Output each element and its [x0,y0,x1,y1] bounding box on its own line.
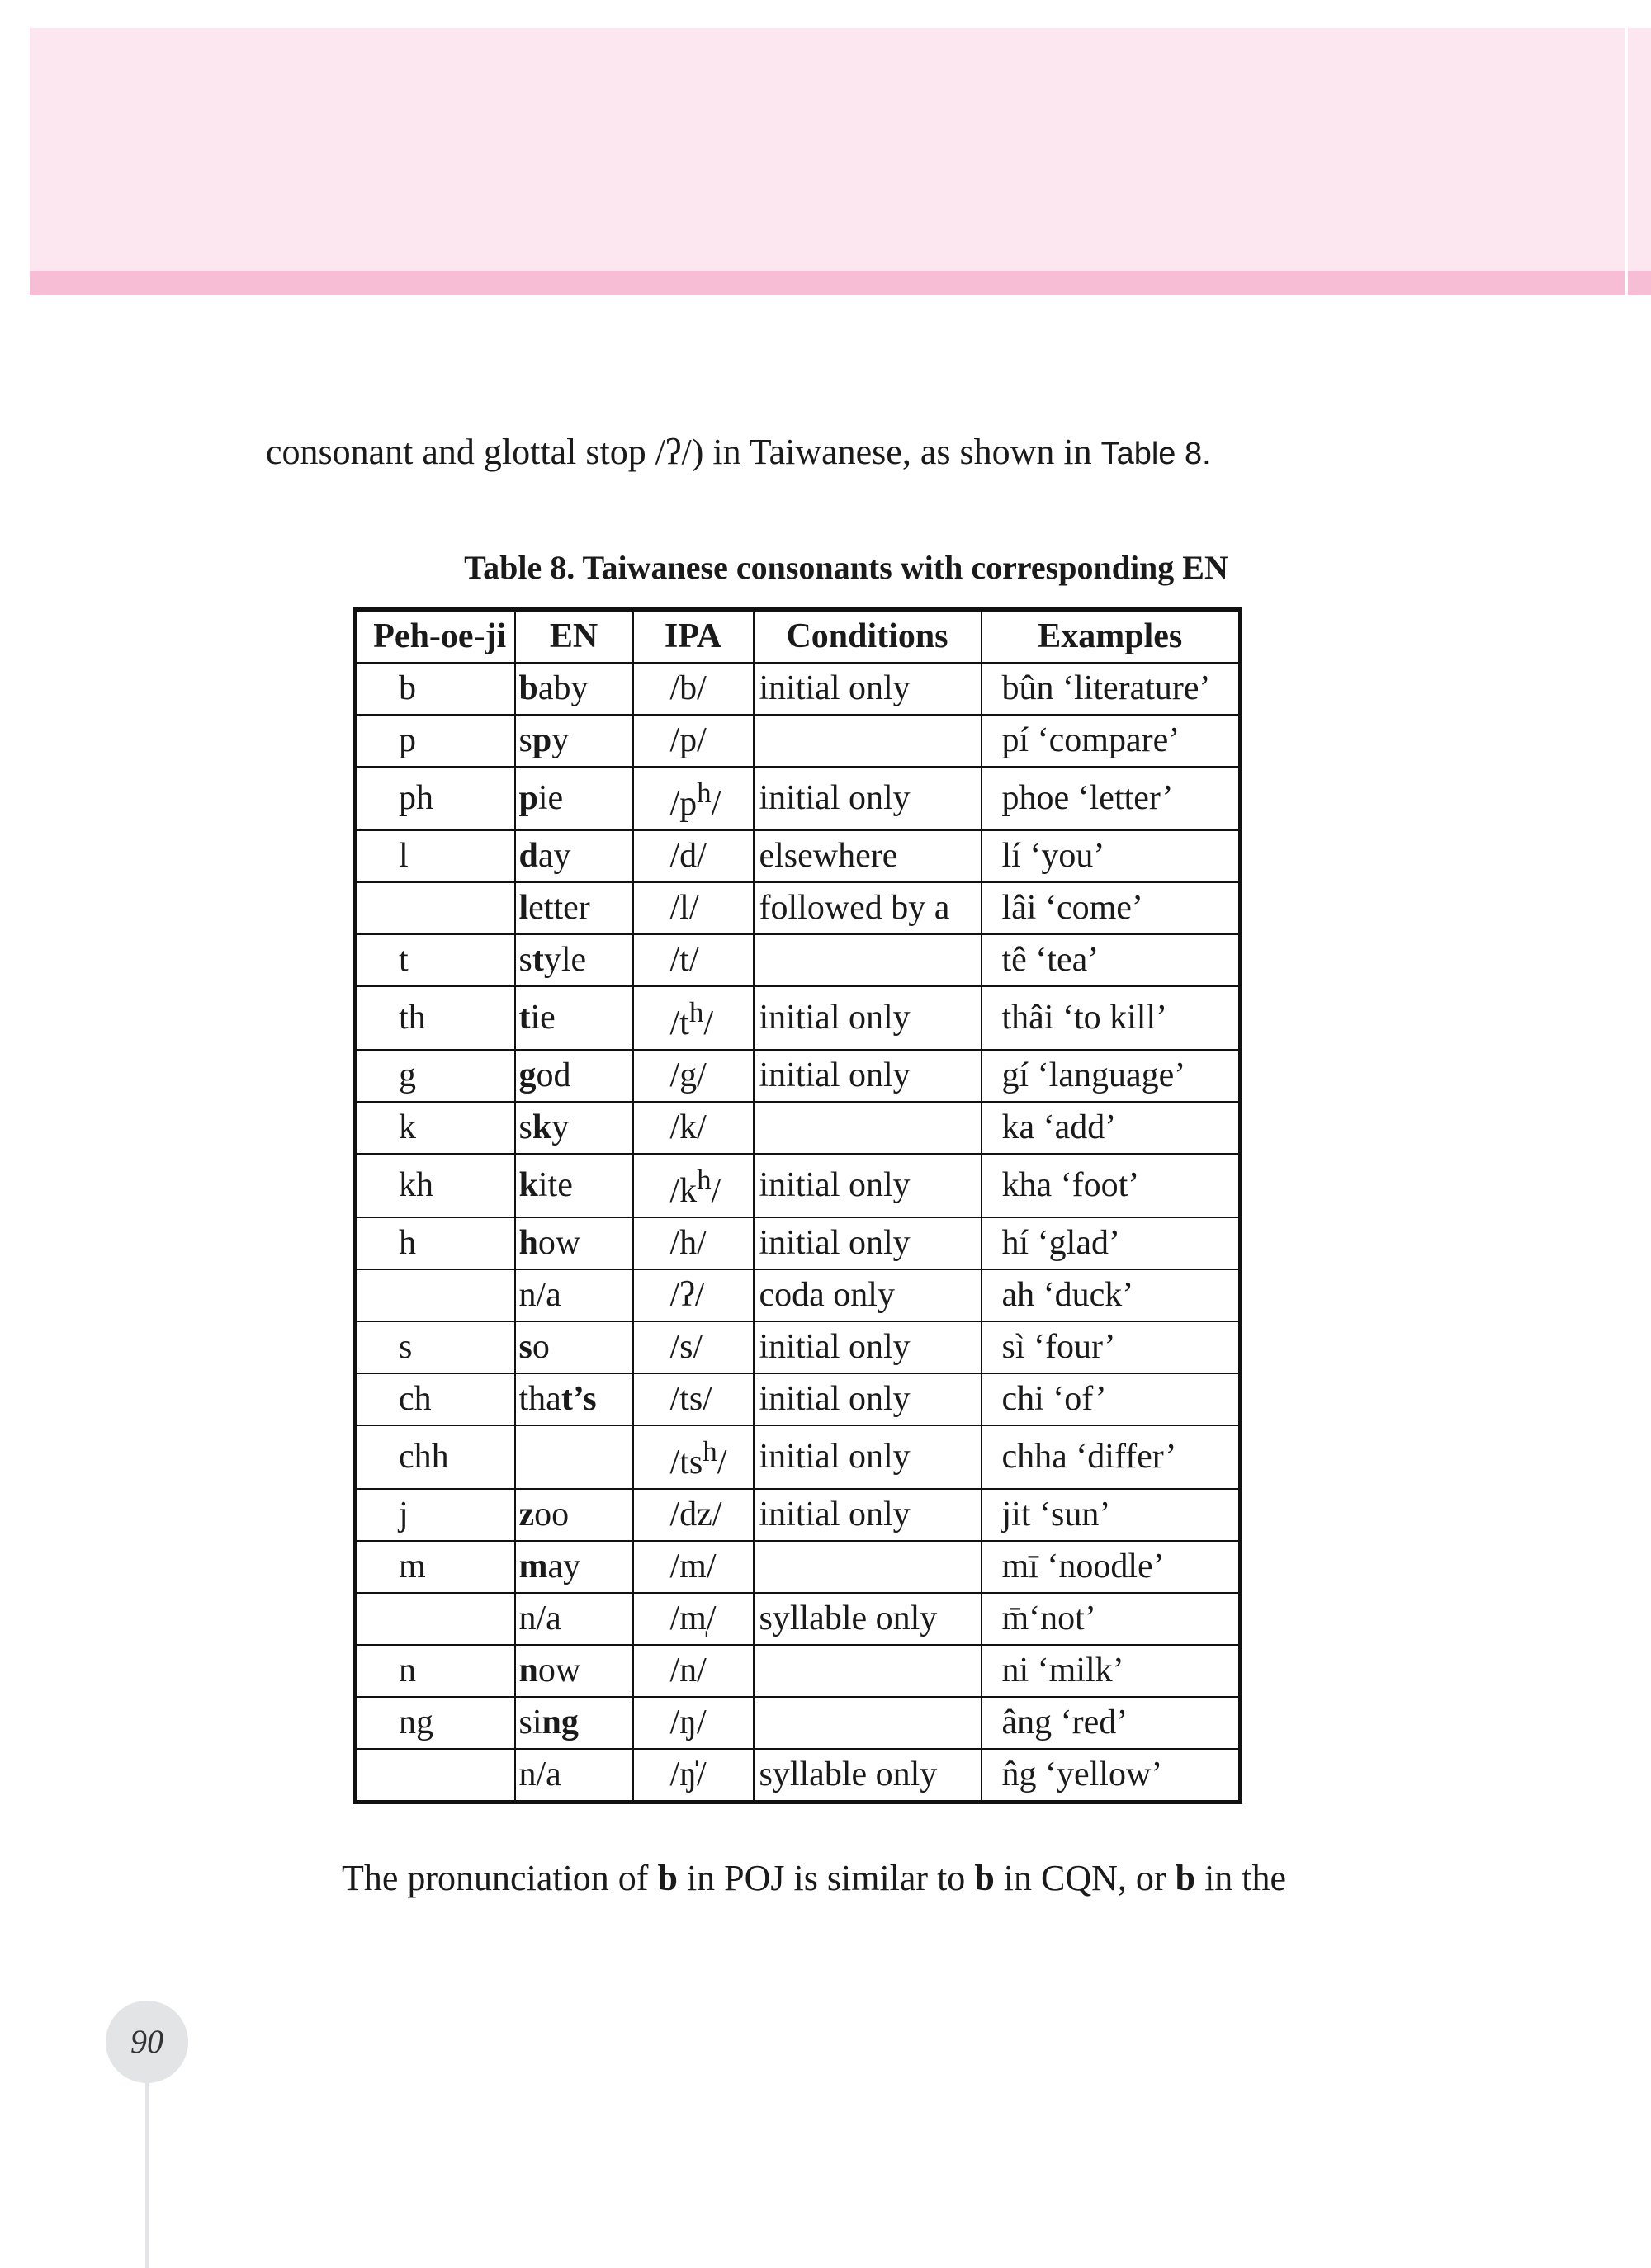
cell-en [515,882,633,934]
en-plain: oo [534,1495,570,1533]
table-reference: Table 8. [1100,437,1211,471]
header-edge [1628,28,1651,295]
cell-conditions [754,1541,982,1593]
column-header: EN [515,610,633,664]
table-row [356,1593,1241,1645]
cell-en [515,1217,633,1269]
cell-en [515,1154,633,1217]
en-bold: n [518,1651,538,1689]
en-bold: k [518,1166,538,1204]
cell-conditions [754,1102,982,1154]
en-plain: ie [530,999,556,1037]
cell-ipa: /p/ [633,715,754,767]
en-plain: o [532,1328,550,1366]
page-number: 90 [106,2001,188,2083]
table-row [356,1749,1241,1803]
table-row [356,767,1241,830]
table-row [356,1102,1241,1154]
en-plain: yle [543,941,587,979]
table-row [356,715,1241,767]
cell-examples: chi ‘of’ [982,1373,1241,1425]
en-plain: n/a [518,1599,561,1637]
en-bold: t [532,941,544,979]
cell-en [515,1373,633,1425]
cell-en [515,1321,633,1373]
en-bold: h [518,1224,538,1262]
cell-pehoeji [356,1749,515,1803]
cell-ipa: /ts/ [633,1373,754,1425]
para-text: in the [1195,1858,1287,1898]
cell-conditions [754,934,982,986]
cell-ipa: /t/ [633,934,754,986]
cell-ipa: /ŋ/ [633,1697,754,1749]
body-paragraph [342,1857,1286,1899]
cell-ipa: $/k^h/$ [633,1154,754,1217]
cell-ipa: /n/ [633,1645,754,1697]
en-bold: t [518,999,531,1037]
table-row [356,1425,1241,1489]
cell-en [515,1269,633,1321]
column-header: Conditions [754,610,982,664]
cell-ipa: /ʔ/ [633,1269,754,1321]
en-plain: ay [537,837,571,875]
cell-examples: lâi ‘come’ [982,882,1241,934]
cell-pehoeji [356,882,515,934]
cell-conditions: elsewhere [754,830,982,882]
cell-examples: ka ‘add’ [982,1102,1241,1154]
cell-pehoeji: l [356,830,515,882]
cell-ipa: $/ts^h/$ [633,1425,754,1489]
en-plain: ite [537,1166,573,1204]
cell-conditions: initial only [754,1373,982,1425]
en-plain: y [551,1108,570,1146]
cell-en [515,767,633,830]
cell-examples: pí ‘compare’ [982,715,1241,767]
en-plain: tha [518,1380,561,1418]
page-rule [145,2083,149,2268]
en-plain: n/a [518,1755,561,1793]
consonant-table [353,607,1242,1804]
para-bold: b [1175,1858,1196,1898]
en-bold: l [518,889,529,927]
cell-pehoeji: h [356,1217,515,1269]
cell-examples: ah ‘duck’ [982,1269,1241,1321]
en-plain: s [518,1108,532,1146]
en-bold: z [518,1495,535,1533]
cell-en [515,1645,633,1697]
para-text: in CQN, or [994,1858,1176,1898]
cell-pehoeji: s [356,1321,515,1373]
cell-en [515,1102,633,1154]
para-bold: b [974,1858,995,1898]
en-bold: p [532,721,552,759]
cell-examples: phoe ‘letter’ [982,767,1241,830]
cell-ipa: /dz/ [633,1489,754,1541]
en-plain: ow [537,1224,581,1262]
cell-pehoeji [356,1269,515,1321]
cell-conditions: syllable only [754,1749,982,1803]
en-plain: ie [537,779,564,817]
en-plain: s [518,721,532,759]
cell-en [515,986,633,1050]
cell-ipa: $/p^h/$ [633,767,754,830]
en-bold: t’s [561,1380,597,1418]
cell-conditions [754,1645,982,1697]
cell-examples: thâi ‘to kill’ [982,986,1241,1050]
table-row [356,1050,1241,1102]
cell-conditions: coda only [754,1269,982,1321]
cell-pehoeji: ph [356,767,515,830]
cell-examples: sì ‘four’ [982,1321,1241,1373]
en-plain: aby [537,669,589,707]
table-row [356,934,1241,986]
cell-examples: bûn ‘literature’ [982,663,1241,715]
cell-conditions: initial only [754,1321,982,1373]
cell-pehoeji: chh [356,1425,515,1489]
cell-pehoeji: n [356,1645,515,1697]
cell-examples: mī ‘noodle’ [982,1541,1241,1593]
para-text: The pronunciation of [342,1858,658,1898]
cell-examples: jit ‘sun’ [982,1489,1241,1541]
para-text: in POJ is similar to [677,1858,975,1898]
table-row [356,882,1241,934]
cell-en [515,1050,633,1102]
en-bold: d [518,837,538,875]
en-plain: y [551,721,570,759]
en-plain: etter [528,889,590,927]
cell-pehoeji: th [356,986,515,1050]
en-plain: ow [537,1651,581,1689]
intro-line [266,431,1211,473]
column-header: Peh-oe-ji [356,610,515,664]
en-plain: n/a [518,1276,561,1314]
table-row [356,663,1241,715]
header-stripe [30,271,1625,295]
en-bold: ng [542,1703,579,1741]
table-row [356,1217,1241,1269]
cell-pehoeji: b [356,663,515,715]
cell-examples: chha ‘differ’ [982,1425,1241,1489]
table-row [356,1697,1241,1749]
cell-pehoeji: k [356,1102,515,1154]
cell-conditions: followed by a [754,882,982,934]
cell-examples: âng ‘red’ [982,1697,1241,1749]
cell-examples: tê ‘tea’ [982,934,1241,986]
table-row [356,1489,1241,1541]
table-row [356,1373,1241,1425]
cell-en [515,1697,633,1749]
cell-en [515,1593,633,1645]
cell-pehoeji: p [356,715,515,767]
cell-pehoeji: ch [356,1373,515,1425]
cell-ipa: /g/ [633,1050,754,1102]
cell-ipa: /h/ [633,1217,754,1269]
cell-conditions: initial only [754,663,982,715]
table-row [356,986,1241,1050]
en-bold: b [518,669,538,707]
cell-ipa: $/t^h/$ [633,986,754,1050]
cell-ipa: /k/ [633,1102,754,1154]
cell-conditions: initial only [754,1217,982,1269]
table-row [356,1321,1241,1373]
table-row [356,1269,1241,1321]
cell-examples: m̄‘not’ [982,1593,1241,1645]
cell-pehoeji: t [356,934,515,986]
cell-ipa: /d/ [633,830,754,882]
en-bold: m [518,1547,548,1585]
cell-conditions: initial only [754,1489,982,1541]
en-plain: od [536,1056,571,1094]
table-header-row [356,610,1241,664]
en-bold: p [518,779,538,817]
cell-pehoeji: g [356,1050,515,1102]
cell-en [515,830,633,882]
cell-en [515,1489,633,1541]
table-row [356,1154,1241,1217]
cell-en [515,663,633,715]
cell-en [515,715,633,767]
table-row [356,1541,1241,1593]
header-band [30,28,1625,271]
cell-examples: ni ‘milk’ [982,1645,1241,1697]
cell-pehoeji: kh [356,1154,515,1217]
cell-examples: lí ‘you’ [982,830,1241,882]
intro-text: consonant and glottal stop /ʔ/) in Taiwanese, as shown in [266,432,1101,472]
cell-en [515,1425,633,1489]
cell-examples: kha ‘foot’ [982,1154,1241,1217]
table-caption: Table 8. Taiwanese consonants with corresponding EN [464,549,1228,586]
para-bold: b [657,1858,678,1898]
cell-ipa: /b/ [633,663,754,715]
table-row [356,830,1241,882]
cell-examples: hí ‘glad’ [982,1217,1241,1269]
cell-conditions [754,715,982,767]
cell-conditions: initial only [754,1154,982,1217]
cell-conditions: initial only [754,767,982,830]
cell-conditions [754,1697,982,1749]
cell-ipa: /l/ [633,882,754,934]
en-bold: s [518,1328,532,1366]
cell-pehoeji: j [356,1489,515,1541]
column-header: IPA [633,610,754,664]
en-plain: si [518,1703,542,1741]
en-bold: k [532,1108,552,1146]
cell-ipa: /s/ [633,1321,754,1373]
en-bold: g [518,1056,537,1094]
cell-ipa: /m̩/ [633,1593,754,1645]
cell-pehoeji [356,1593,515,1645]
en-plain: ay [547,1547,581,1585]
cell-pehoeji: m [356,1541,515,1593]
cell-en [515,1749,633,1803]
cell-conditions: syllable only [754,1593,982,1645]
cell-ipa: /m/ [633,1541,754,1593]
cell-ipa: /ŋ̍/ [633,1749,754,1803]
cell-en [515,934,633,986]
cell-en [515,1541,633,1593]
table-row [356,1645,1241,1697]
cell-conditions: initial only [754,1425,982,1489]
cell-conditions: initial only [754,986,982,1050]
en-plain: s [518,941,532,979]
cell-examples: gí ‘language’ [982,1050,1241,1102]
cell-pehoeji: ng [356,1697,515,1749]
column-header: Examples [982,610,1241,664]
cell-conditions: initial only [754,1050,982,1102]
cell-examples: n̂g ‘yellow’ [982,1749,1241,1803]
